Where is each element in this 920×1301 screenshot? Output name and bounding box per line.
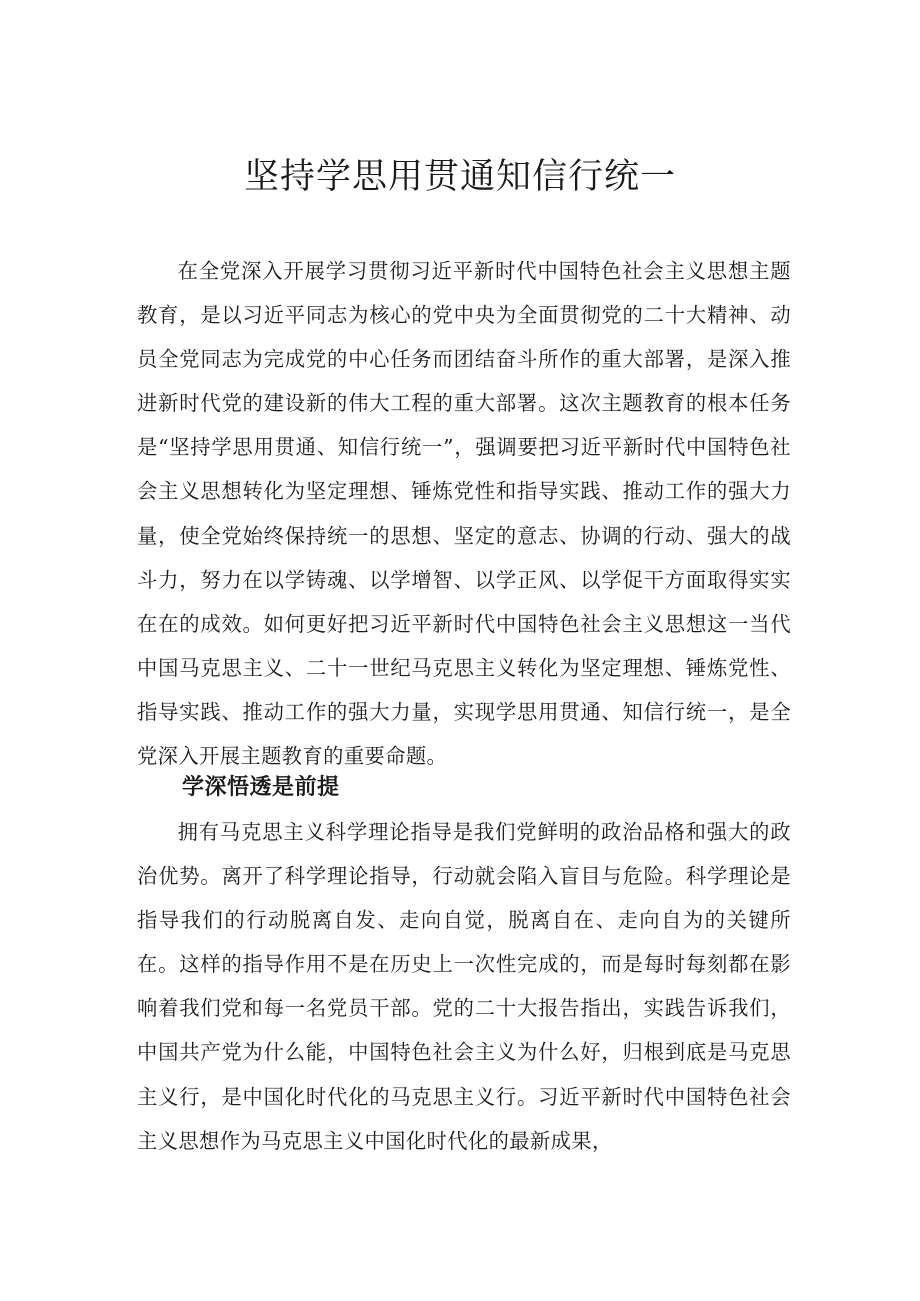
section-paragraph: 拥有马克思主义科学理论指导是我们党鲜明的政治品格和强大的政治优势。离开了科学理论指导，行动就会陷入盲目与危险。科学理论是指导我们的行动脱离自发、走向自觉，脱离自在、走向自为的关键所在。这样的指导作用不是在历史上一次性完成的，而是每时每刻都在影响着我们党和每一名党员干部。党的二十大报告指出，实践告诉我们，中国共产党为什么能，中国特色社会主义为什么好，归根到底是马克思主义行，是中国化时代化的马克思主义行。习近平新时代中国特色社会主义思想作为马克思主义中国化时代化的最新成果， <box>137 820 791 1153</box>
document-title: 坚持学思用贯通知信行统一 <box>243 157 676 197</box>
section-heading: 学深悟透是前提 <box>182 775 340 800</box>
intro-paragraph: 在全党深入开展学习贯彻习近平新时代中国特色社会主义思想主题教育，是以习近平同志为核心的党中央为全面贯彻党的二十大精神、动员全党同志为完成党的中心任务而团结奋斗所作的重大部署，是深入推进新时代党的建设新的伟大工程的重大部署。这次主题教育的根本任务是“坚持学思用贯通、知信行统一”，强调要把习近平新时代中国特色社会主义思想转化为坚定理想、锤炼党性和指导实践、推动工作的强大力量，使全党始终保持统一的思想、坚定的意志、协调的行动、强大的战斗力，努力在以学铸魂、以学增智、以学正风、以学促干方面取得实实在在的成效。如何更好把习近平新时代中国特色社会主义思想这一当代中国马克思主义、二十一世纪马克思主义转化为坚定理想、锤炼党性、指导实践、推动工作的强大力量，实现学思用贯通、知信行统一，是全党深入开展主题教育的重要命题。 <box>137 259 791 769</box>
